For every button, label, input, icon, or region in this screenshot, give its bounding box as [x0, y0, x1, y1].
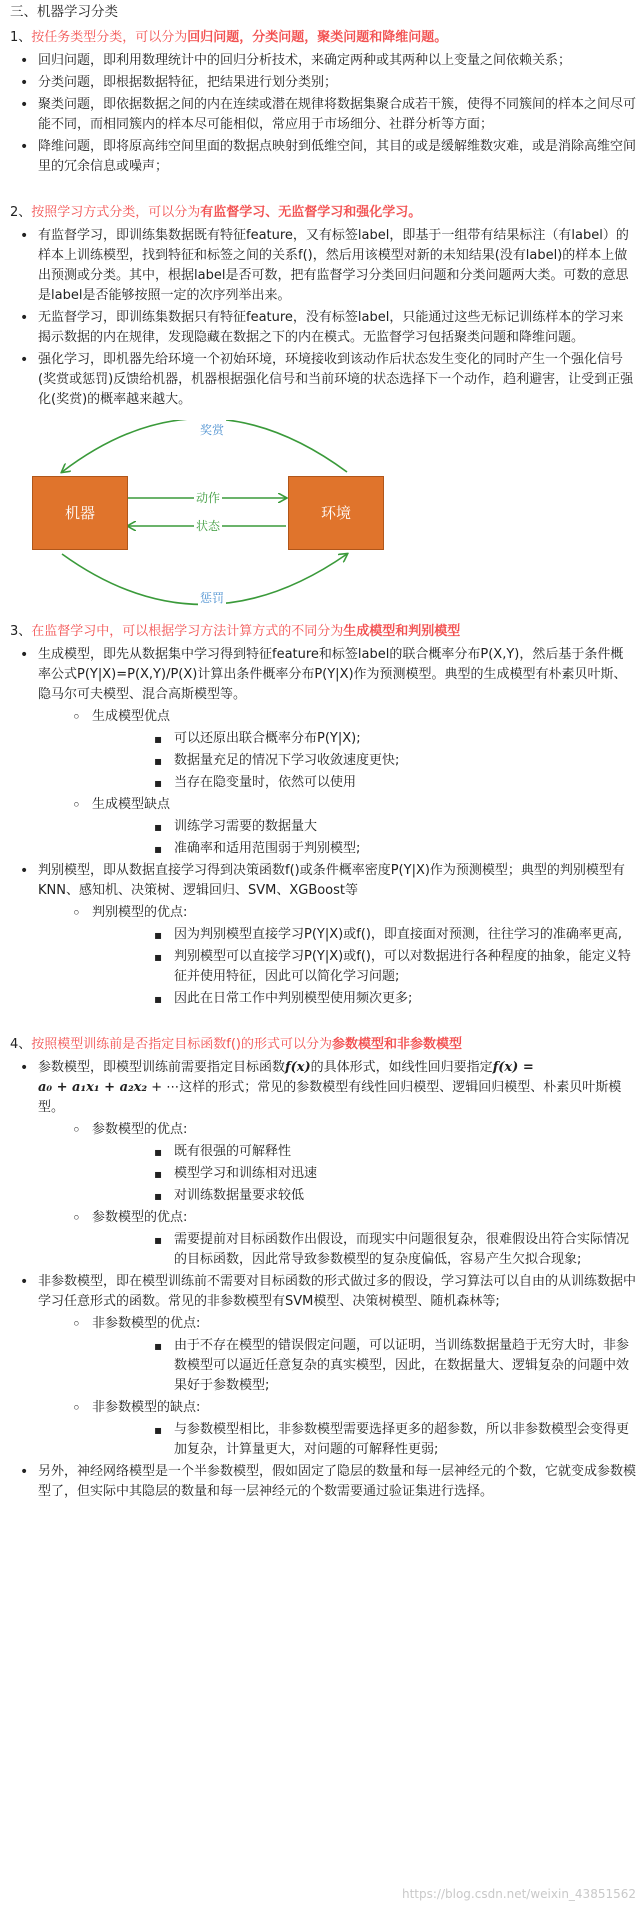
reinforcement-diagram: [22, 420, 492, 610]
section-1-title-bold: 回归问题，分类问题，聚类问题和降维问题。: [187, 30, 448, 45]
param-cons-title: 参数模型的优点:: [92, 1210, 188, 1225]
list-item: ▪ 由于不存在模型的错误假定问题，可以证明，当训练数据量趋于无穷大时，非参数模型可以逼近任意复杂的真实模型，因此，在数据量大、逻辑复杂的问题中效果好于参数模型;: [92, 1336, 636, 1396]
environment-box: 环境: [288, 476, 384, 550]
watermark: https://blog.csdn.net/weixin_43851562: [401, 1887, 636, 1901]
list-item: • 降维问题，即将原高纬空间里面的数据点映射到低维空间，其目的或是缓解维数灾难，或是消除高维空间里的冗余信息或噪声；: [10, 137, 636, 177]
list-item: [10, 1272, 636, 1460]
action-label: 动作: [194, 488, 222, 508]
section-2-prefix: 2、: [10, 205, 32, 220]
list-item: ▪ 可以还原出联合概率分布P(Y|X);: [92, 729, 636, 749]
param-text-b: 的具体形式，如线性回归要指定: [310, 1060, 493, 1075]
list-item: [38, 1398, 636, 1460]
list-item: [38, 707, 636, 793]
list-item: • 无监督学习，即训练集数据只有特征feature，没有标签label，只能通过这些无标记训练样本的学习来揭示数据的内在规律，发现隐藏在数据之下的内在模式。无监督学习包括聚类问题和降维问题。: [10, 308, 636, 348]
list-item: ▪ 与参数模型相比，非参数模型需要选择更多的超参数，所以非参数模型会变得更加复杂，计算量更大，对问题的可解释性更弱;: [92, 1420, 636, 1460]
section-4: [10, 1035, 636, 1502]
section-1: [10, 28, 636, 177]
list-item: • 分类问题，即根据数据特征，把结果进行划分类别；: [10, 73, 636, 93]
section-4-title: [10, 1035, 636, 1055]
param-text-a: 参数模型，即模型训练前需要指定目标函数: [38, 1060, 286, 1075]
gen-pros-title: 生成模型优点: [92, 709, 171, 724]
list-item: ▪ 判别模型可以直接学习P(Y|X)或f()，可以对数据进行各种程度的抽象，能定义特征并使用特征，因此可以简化学习问题;: [92, 947, 636, 987]
section-4-title-red: 按照模型训练前是否指定目标函数f()的形式可以分为: [31, 1037, 333, 1052]
list-item: ▪ 当存在隐变量时，依然可以使用: [92, 773, 636, 793]
param-text-c: + ⋯这样的形式；常见的参数模型有线性回归模型、逻辑回归模型、朴素贝叶斯模型。: [38, 1080, 622, 1115]
section-3-list: [10, 645, 636, 1009]
section-3: [10, 622, 636, 1009]
reward-label: 奖赏: [198, 420, 226, 440]
section-1-prefix: 1、: [10, 30, 32, 45]
list-item: ▪ 需要提前对目标函数作出假设，而现实中问题很复杂，很难假设出符合实际情况的目标函数，因此常导致参数模型的复杂度偏低，容易产生欠拟合现象;: [92, 1230, 636, 1270]
list-item: [38, 903, 636, 1009]
list-item: ▪ 准确率和适用范围弱于判别模型;: [92, 839, 636, 859]
gen-cons-title: 生成模型缺点: [92, 797, 171, 812]
list-item: • 强化学习，即机器先给环境一个初始环境，环境接收到该动作后状态发生变化的同时产生一个强化信号(奖赏或惩罚)反馈给机器，机器根据强化信号和当前环境的状态选择下一个动作，趋利避害，让受到正强化(奖赏)的概率越来越大。: [10, 350, 636, 410]
section-4-list: [10, 1058, 636, 1502]
machine-box: 机器: [32, 476, 128, 550]
list-item: ▪ 数据量充足的情况下学习收敛速度更快;: [92, 751, 636, 771]
list-item: ▪ 既有很强的可解释性: [92, 1142, 636, 1162]
section-2-title-red: 按照学习方式分类，可以分为: [31, 205, 201, 220]
section-2-list: [10, 226, 636, 410]
section-3-prefix: 3、: [10, 624, 32, 639]
np-pros-title: 非参数模型的优点:: [92, 1316, 201, 1331]
list-item: • 有监督学习，即训练集数据既有特征feature，又有标签label，即基于一组带有结果标注（有label）的样本上训练模型，找到特征和标签之间的关系f()，然后用该模型对新的未知结果(没有label)的样本上做出预测或分类。其中，根据label是否可数，把有监督学习分类回归问题和分类问题两大类。可数的意思是label是否能够按照一定的次序列举出来。: [10, 226, 636, 306]
section-1-title-red: 按任务类型分类，可以分为: [31, 30, 188, 45]
section-4-title-bold: 参数模型和非参数模型: [332, 1037, 463, 1052]
list-item: [10, 1058, 636, 1270]
list-item: [38, 1208, 636, 1270]
list-item: • 聚类问题，即依据数据之间的内在连续或潜在规律将数据集聚合成若干簇，使得不同簇间的样本之间尽可能不同，而相同簇内的样本尽可能相似，常应用于市场细分、社群分析等方面；: [10, 95, 636, 135]
list-item: ▪ 因为判别模型直接学习P(Y|X)或f()，即直接面对预测，往往学习的准确率更高,: [92, 925, 636, 945]
param-fx: f(x): [285, 1060, 311, 1075]
list-item: [10, 861, 636, 1009]
list-item: [10, 645, 636, 859]
section-3-title: [10, 622, 636, 642]
param-pros-title: 参数模型的优点:: [92, 1122, 188, 1137]
section-2-title: [10, 203, 636, 223]
list-item: ▪ 对训练数据量要求较低: [92, 1186, 636, 1206]
article: [10, 2, 636, 1504]
list-item: ▪ 训练学习需要的数据量大: [92, 817, 636, 837]
np-cons-title: 非参数模型的缺点:: [92, 1400, 201, 1415]
section-3-title-red: 在监督学习中，可以根据学习方法计算方式的不同分为: [31, 624, 344, 639]
disc-pros-title: 判别模型的优点:: [92, 905, 188, 920]
nonparam-text: 非参数模型，即在模型训练前不需要对目标函数的形式做过多的假设，学习算法可以自由的从训练数据中学习任意形式的函数。常见的非参数模型有SVM模型、决策树模型、随机森林等;: [38, 1274, 637, 1309]
section-1-title: [10, 28, 636, 48]
punish-label: 惩罚: [198, 588, 226, 608]
param-fx2: f(x) =: [492, 1060, 534, 1075]
list-item: [38, 1120, 636, 1206]
section-heading: 三、机器学习分类: [10, 4, 118, 20]
generative-model-text: 生成模型，即先从数据集中学习得到特征feature和标签label的联合概率分布P(X,Y)，然后基于条件概率公式P(Y|X)=P(X,Y)/P(X)计算出条件概率分布P(Y|X)作为预测模型。典型的生成模型有朴素贝叶斯、隐马尔可夫模型、混合高斯模型等。: [38, 647, 627, 702]
param-formula: a₀ + a₁x₁ + a₂x₂: [38, 1080, 148, 1095]
section-4-prefix: 4、: [10, 1037, 32, 1052]
list-item: ▪ 模型学习和训练相对迅速: [92, 1164, 636, 1184]
list-item: • 另外，神经网络模型是一个半参数模型，假如固定了隐层的数量和每一层神经元的个数，它就变成参数模型了，但实际中其隐层的数量和每一层神经元的个数需要通过验证集进行选择。: [10, 1462, 636, 1502]
section-2-title-bold: 有监督学习、无监督学习和强化学习。: [200, 205, 422, 220]
list-item: [38, 1314, 636, 1396]
discriminative-model-text: 判别模型，即从数据直接学习得到决策函数f()或条件概率密度P(Y|X)作为预测模型；典型的判别模型有KNN、感知机、决策树、逻辑回归、SVM、XGBoost等: [38, 863, 625, 898]
section-1-list: [10, 51, 636, 177]
state-label: 状态: [194, 516, 222, 536]
list-item: [38, 795, 636, 859]
section-3-title-bold: 生成模型和判别模型: [343, 624, 461, 639]
list-item: ▪ 因此在日常工作中判别模型使用频次更多;: [92, 989, 636, 1009]
section-2: [10, 203, 636, 410]
list-item: • 回归问题，即利用数理统计中的回归分析技术，来确定两种或其两种以上变量之间依赖关系；: [10, 51, 636, 71]
